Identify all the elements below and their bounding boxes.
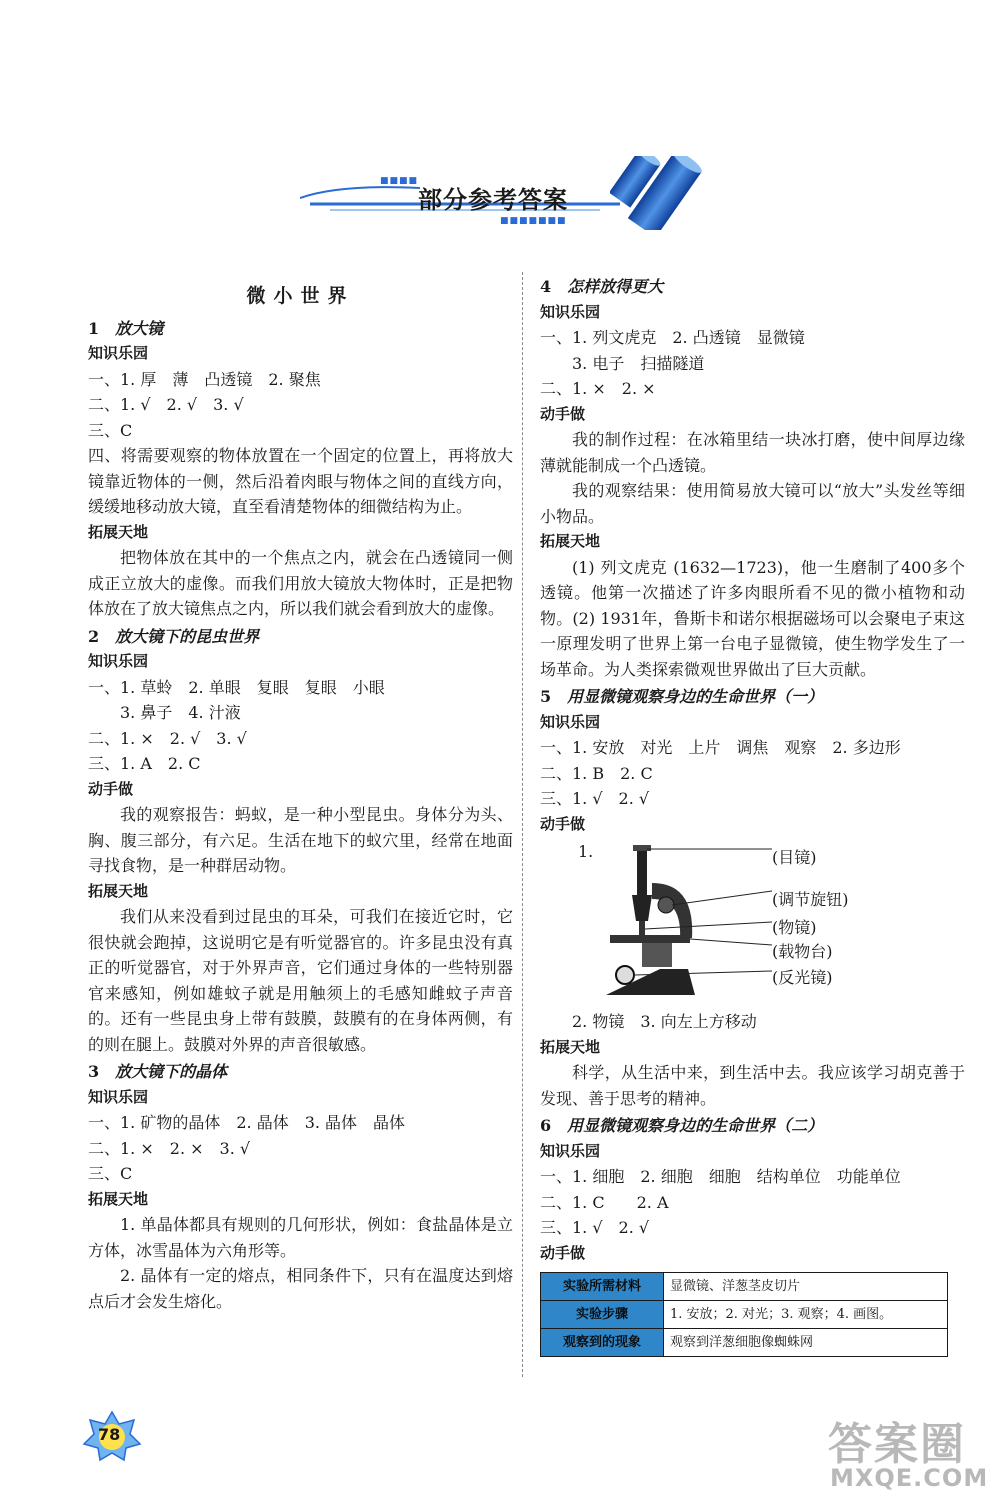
subheading: 知识乐园 — [88, 1087, 149, 1106]
label-adjust-knob: (调节旋钮) — [772, 890, 849, 909]
answer-line: 三、1. √ 2. √ — [540, 789, 650, 808]
table-row — [541, 1301, 948, 1329]
label-stage: (载物台) — [772, 942, 833, 961]
banner-dots-bottom: ■■■■■■■ — [500, 216, 567, 226]
answer-line: 一、1. 草蛉 2. 单眼 复眼 复眼 小眼 — [88, 677, 385, 697]
lesson-heading — [88, 1059, 513, 1085]
table-row — [541, 1329, 948, 1357]
subheading: 知识乐园 — [88, 652, 149, 670]
subheading: 拓展天地 — [88, 522, 149, 541]
watermark-url: MXQE.COM — [830, 1464, 989, 1492]
lesson-number: 5 — [540, 687, 552, 706]
answer-line: 二、1. × 2. √ 3. √ — [88, 728, 247, 748]
lesson-title: 用显微镜观察身边的生命世界（一） — [567, 687, 824, 706]
lesson-number: 6 — [540, 1116, 552, 1135]
subheading: 知识乐园 — [540, 712, 601, 731]
answer-line: 二、1. × 2. × 3. √ — [88, 1138, 251, 1158]
lesson-heading — [540, 684, 965, 710]
microscope-figure — [540, 839, 965, 1009]
banner-dots-top: ■■■■ — [380, 176, 419, 186]
answer-line: 二、1. × 2. × — [540, 379, 656, 398]
lesson-heading — [540, 1113, 965, 1139]
lesson-title: 放大镜下的昆虫世界 — [115, 626, 260, 646]
watermark — [820, 1408, 990, 1503]
section-title: 微小世界 — [246, 285, 355, 307]
page-title: 部分参考答案 — [418, 186, 568, 214]
figure-number: 1. — [578, 842, 594, 861]
answer-line: 一、1. 安放 对光 上片 调焦 观察 2. 多边形 — [540, 738, 901, 757]
subheading: 知识乐园 — [540, 1141, 601, 1160]
subheading: 拓展天地 — [88, 1189, 149, 1208]
answer-line: 一、1. 列文虎克 2. 凸透镜 显微镜 — [540, 328, 805, 347]
table-cell: 1. 安放；2. 对光；3. 观察；4. 画图。 — [664, 1301, 948, 1329]
answer-line: 一、1. 细胞 2. 细胞 细胞 结构单位 功能单位 — [540, 1167, 901, 1186]
subheading: 动手做 — [540, 814, 586, 833]
subheading: 拓展天地 — [540, 532, 601, 550]
answer-line: 二、1. C 2. A — [540, 1192, 669, 1212]
lesson-title: 放大镜下的晶体 — [115, 1062, 228, 1081]
table-header-cell: 观察到的现象 — [541, 1329, 664, 1357]
label-mirror: (反光镜) — [772, 968, 833, 987]
answer-paragraph: 把物体放在其中的一个焦点之内，就会在凸透镜同一侧成正立放大的虚像。而我们用放大镜放大物体时，正是把物体放在了放大镜焦点之内，所以我们就会看到放大的虚像。 — [88, 548, 513, 618]
lesson-heading — [540, 274, 965, 300]
answer-line: 三、C — [88, 420, 133, 440]
experiment-table — [540, 1272, 948, 1357]
left-column — [88, 270, 513, 1314]
answer-paragraph: 我们从来没看到过昆虫的耳朵，可我们在接近它时，它很快就会跑掉，这说明它是有听觉器官的。许多昆虫没有真正的听觉器官，对于外界声音，它们通过身体的一些特别器官来感知，例如雄蚊子就是用触须上的毛感知雌蚊子声音的。还有一些昆虫身上带有鼓膜，鼓膜有的在身体两侧，有的则在腿上。鼓膜对外界的声音很敏感。 — [88, 907, 513, 1054]
right-column — [540, 272, 965, 1357]
answer-paragraph: 我的观察报告：蚂蚁，是一种小型昆虫。身体分为头、胸、腹三部分，有六足。生活在地下的蚁穴里，经常在地面寻找食物，是一种群居动物。 — [88, 805, 513, 875]
answer-paragraph: 1. 单晶体都具有规则的几何形状，例如：食盐晶体是立方体，冰雪晶体为六角形等。 — [88, 1215, 513, 1260]
answer-paragraph: (1) 列文虎克 (1632—1723)，他一生磨制了400多个透镜。他第一次描述了许多肉眼所看不见的微小植物和动物。(2) 1931年，鲁斯卡和诺尔根据磁场可以会聚电子束这一原理发明了世界上第一台电子显微镜，使生物学发生了一场革命。为人类探索微观世界做出了巨大贡献。 — [540, 557, 965, 679]
watermark-text: 答案圈 — [828, 1419, 966, 1470]
subheading: 拓展天地 — [540, 1037, 601, 1056]
answer-line: 二、1. B 2. C — [540, 763, 653, 783]
lesson-title: 用显微镜观察身边的生命世界（二） — [567, 1116, 824, 1135]
table-row — [541, 1273, 948, 1301]
subheading: 知识乐园 — [88, 344, 149, 362]
answer-line: 二、1. √ 2. √ 3. √ — [88, 395, 244, 414]
lesson-number: 2 — [88, 626, 100, 646]
lesson-heading — [88, 624, 513, 650]
table-header-cell: 实验步骤 — [541, 1301, 664, 1329]
answer-line: 三、1. A 2. C — [88, 754, 201, 773]
label-eyepiece: (目镜) — [772, 848, 817, 867]
answer-paragraph: 2. 晶体有一定的熔点，相同条件下，只有在温度达到熔点后才会发生熔化。 — [88, 1266, 513, 1311]
lesson-number: 4 — [540, 277, 552, 296]
answer-paragraph: 四、将需要观察的物体放置在一个固定的位置上，再将放大镜靠近物体的一侧，然后沿着肉眼与物体之间的直线方向，缓缓地移动放大镜，直至看清楚物体的细微结构为止。 — [88, 446, 513, 516]
lesson-number: 1 — [88, 318, 100, 338]
page-number-badge — [82, 1410, 142, 1462]
page-number: 78 — [98, 1425, 121, 1444]
subheading: 动手做 — [88, 779, 134, 798]
answer-paragraph: 科学，从生活中来，到生活中去。我应该学习胡克善于发现、善于思考的精神。 — [540, 1063, 965, 1108]
answer-paragraph: 我的观察结果：使用简易放大镜可以“放大”头发丝等细小物品。 — [540, 481, 965, 526]
subheading: 知识乐园 — [540, 302, 601, 321]
header-banner — [300, 148, 720, 228]
answer-line: 3. 鼻子 4. 汁液 — [120, 703, 241, 722]
lesson-number: 3 — [88, 1062, 100, 1081]
answer-line: 一、1. 矿物的晶体 2. 晶体 3. 晶体 晶体 — [88, 1113, 406, 1132]
subheading: 拓展天地 — [88, 881, 149, 900]
answer-line: 2. 物镜 3. 向左上方移动 — [572, 1012, 757, 1031]
table-header-cell: 实验所需材料 — [541, 1273, 664, 1301]
answer-line: 一、1. 厚 薄 凸透镜 2. 聚焦 — [88, 369, 321, 389]
cylinder-graphic — [610, 156, 710, 230]
subheading: 动手做 — [540, 404, 586, 423]
microscope-icon — [600, 843, 775, 1003]
table-cell: 观察到洋葱细胞像蜘蛛网 — [664, 1329, 948, 1357]
column-divider — [522, 272, 523, 1377]
label-objective: (物镜) — [772, 918, 817, 937]
answer-line: 三、1. √ 2. √ — [540, 1218, 650, 1237]
answer-line: 3. 电子 扫描隧道 — [572, 353, 705, 373]
answer-line: 三、C — [88, 1164, 133, 1183]
table-cell: 显微镜、洋葱茎皮切片 — [664, 1273, 948, 1301]
subheading: 动手做 — [540, 1243, 586, 1262]
lesson-title: 放大镜 — [115, 318, 164, 338]
answer-paragraph: 我的制作过程：在冰箱里结一块冰打磨，使中间厚边缘薄就能制成一个凸透镜。 — [540, 430, 965, 475]
lesson-heading — [88, 316, 513, 342]
lesson-title: 怎样放得更大 — [567, 277, 664, 296]
